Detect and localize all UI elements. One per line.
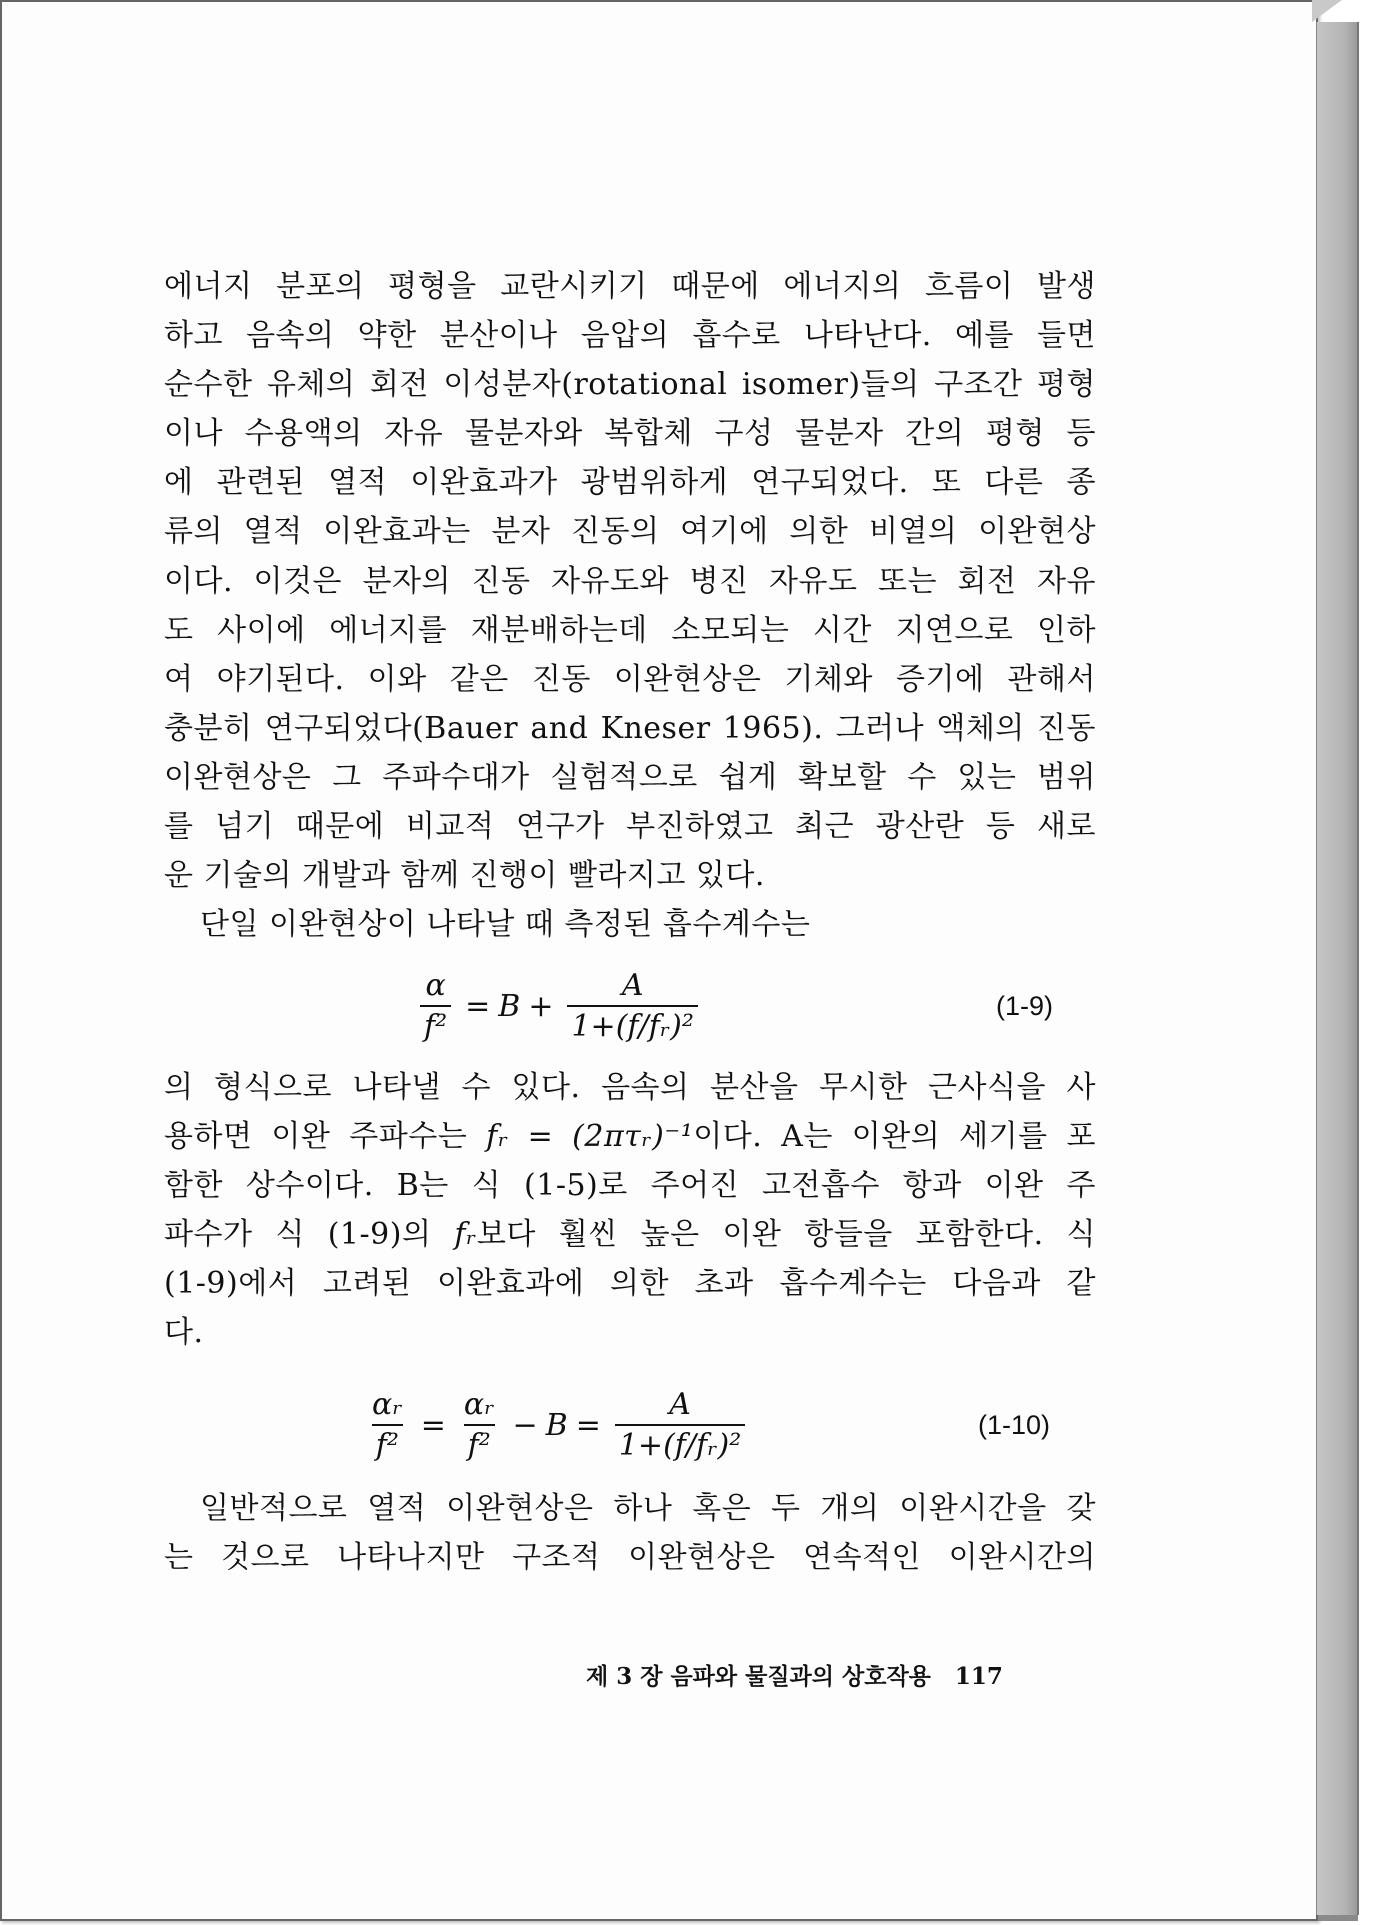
text-line: 를 넘기 때문에 비교적 연구가 부진하였고 최근 광산란 등 새로 [164, 809, 1096, 845]
paragraph-2 [164, 1063, 1096, 1358]
fraction-a-relaxation [567, 968, 697, 1044]
text-line: 에너지 분포의 평형을 교란시키기 때문에 에너지의 흐름이 발생 [164, 269, 1096, 304]
text-line: 운 기술의 개발과 함께 진행이 빨라지고 있다. [164, 858, 765, 894]
equation-intro: 단일 이완현상이 나타날 때 측정된 흡수계수는 [200, 907, 811, 943]
numerator: αᵣ [372, 1387, 403, 1422]
book-spine [1316, 22, 1359, 1915]
numerator: A [621, 968, 644, 1003]
text-line: 일반적으로 열적 이완현상은 하나 혹은 두 개의 이완시간을 갖 [200, 1491, 1096, 1526]
equation-1-9 [414, 968, 704, 1044]
page-edge-bottom [1318, 1915, 1358, 1921]
text-line: 류의 열적 이완효과는 분자 진동의 여기에 의한 비열의 이완현상 [164, 514, 1096, 550]
text-line: 이나 수용액의 자유 물분자와 복합체 구성 물분자 간의 평형 등 [164, 416, 1096, 452]
text-segment: 파수가 식 (1-9)의 [164, 1217, 455, 1253]
text-line: 에 관련된 열적 이완효과가 광범위하게 연구되었다. 또 다른 종 [164, 465, 1096, 501]
text-segment: 이다. A는 이완의 세기를 포 [693, 1119, 1097, 1155]
denominator: 1+(f/fᵣ)² [567, 1005, 697, 1044]
numerator: α [425, 968, 446, 1003]
denominator: f² [420, 1005, 451, 1044]
math-inline: fᵣ = (2πτᵣ)⁻¹ [486, 1119, 694, 1155]
running-footer [586, 1658, 1086, 1691]
minus-sign: − [512, 1407, 538, 1443]
numerator: A [669, 1387, 691, 1422]
text-line [164, 1112, 1096, 1161]
text-line: 순수한 유체의 회전 이성분자(rotational isomer)들의 구조간 평형 [164, 367, 1096, 403]
term-b: B [545, 1407, 568, 1443]
equals-sign: = [575, 1407, 601, 1443]
paragraph-3 [164, 1484, 1096, 1582]
fraction-alpha-f2 [420, 968, 451, 1044]
plus-sign: + [528, 988, 554, 1024]
term-b: B [498, 988, 521, 1024]
chapter-title: 제 3 장 음파와 물질과의 상호작용 [586, 1663, 931, 1690]
text-line: 의 형식으로 나타낼 수 있다. 음속의 분산을 무시한 근사식을 사 [164, 1070, 1096, 1105]
equation-1-10 [362, 1387, 751, 1463]
equation-number: (1-10) [978, 1410, 1051, 1440]
fraction-alpha-r-f2 [368, 1387, 407, 1463]
text-line: (1-9)에서 고려된 이완효과에 의한 초과 흡수계수는 다음과 같 [164, 1266, 1096, 1302]
text-line: 함한 상수이다. B는 식 (1-5)로 주어진 고전흡수 항과 이완 주 [164, 1168, 1096, 1204]
equals-sign: = [420, 1407, 446, 1443]
fraction-a-relaxation [615, 1387, 745, 1463]
math-inline: fᵣ [454, 1217, 477, 1253]
equals-sign: = [465, 988, 491, 1024]
text-line: 다. [164, 1315, 204, 1351]
denominator: f² [464, 1424, 495, 1463]
text-line: 는 것으로 나타나지만 구조적 이완현상은 연속적인 이완시간의 [164, 1540, 1096, 1576]
text-segment: 용하면 이완 주파수는 [164, 1119, 487, 1155]
page-edge-top [1312, 0, 1342, 22]
denominator: 1+(f/fᵣ)² [615, 1424, 745, 1463]
text-line: 이완현상은 그 주파수대가 실험적으로 쉽게 확보할 수 있는 범위 [164, 759, 1096, 795]
paragraph-1 [164, 262, 1096, 949]
denominator: f² [372, 1424, 403, 1463]
text-line: 도 사이에 에너지를 재분배하는데 소모되는 시간 지연으로 인하 [164, 612, 1096, 648]
numerator: αᵣ [463, 1387, 495, 1422]
text-line: 충분히 연구되었다(Bauer and Kneser 1965). 그러나 액체의 진동 [164, 710, 1096, 746]
text-line: 여 야기된다. 이와 같은 진동 이완현상은 기체와 증기에 관해서 [164, 661, 1096, 697]
text-line: 하고 음속의 약한 분산이나 음압의 흡수로 나타난다. 예를 들면 [164, 318, 1096, 354]
text-line [164, 1210, 1096, 1259]
text-segment: 보다 훨씬 높은 이완 항들을 포함한다. 식 [476, 1217, 1096, 1253]
fraction-alpha-r-f2 [460, 1387, 499, 1463]
text-line: 이다. 이것은 분자의 진동 자유도와 병진 자유도 또는 회전 자유 [164, 563, 1096, 599]
page-number: 117 [954, 1663, 1003, 1690]
equation-number: (1-9) [996, 991, 1054, 1021]
